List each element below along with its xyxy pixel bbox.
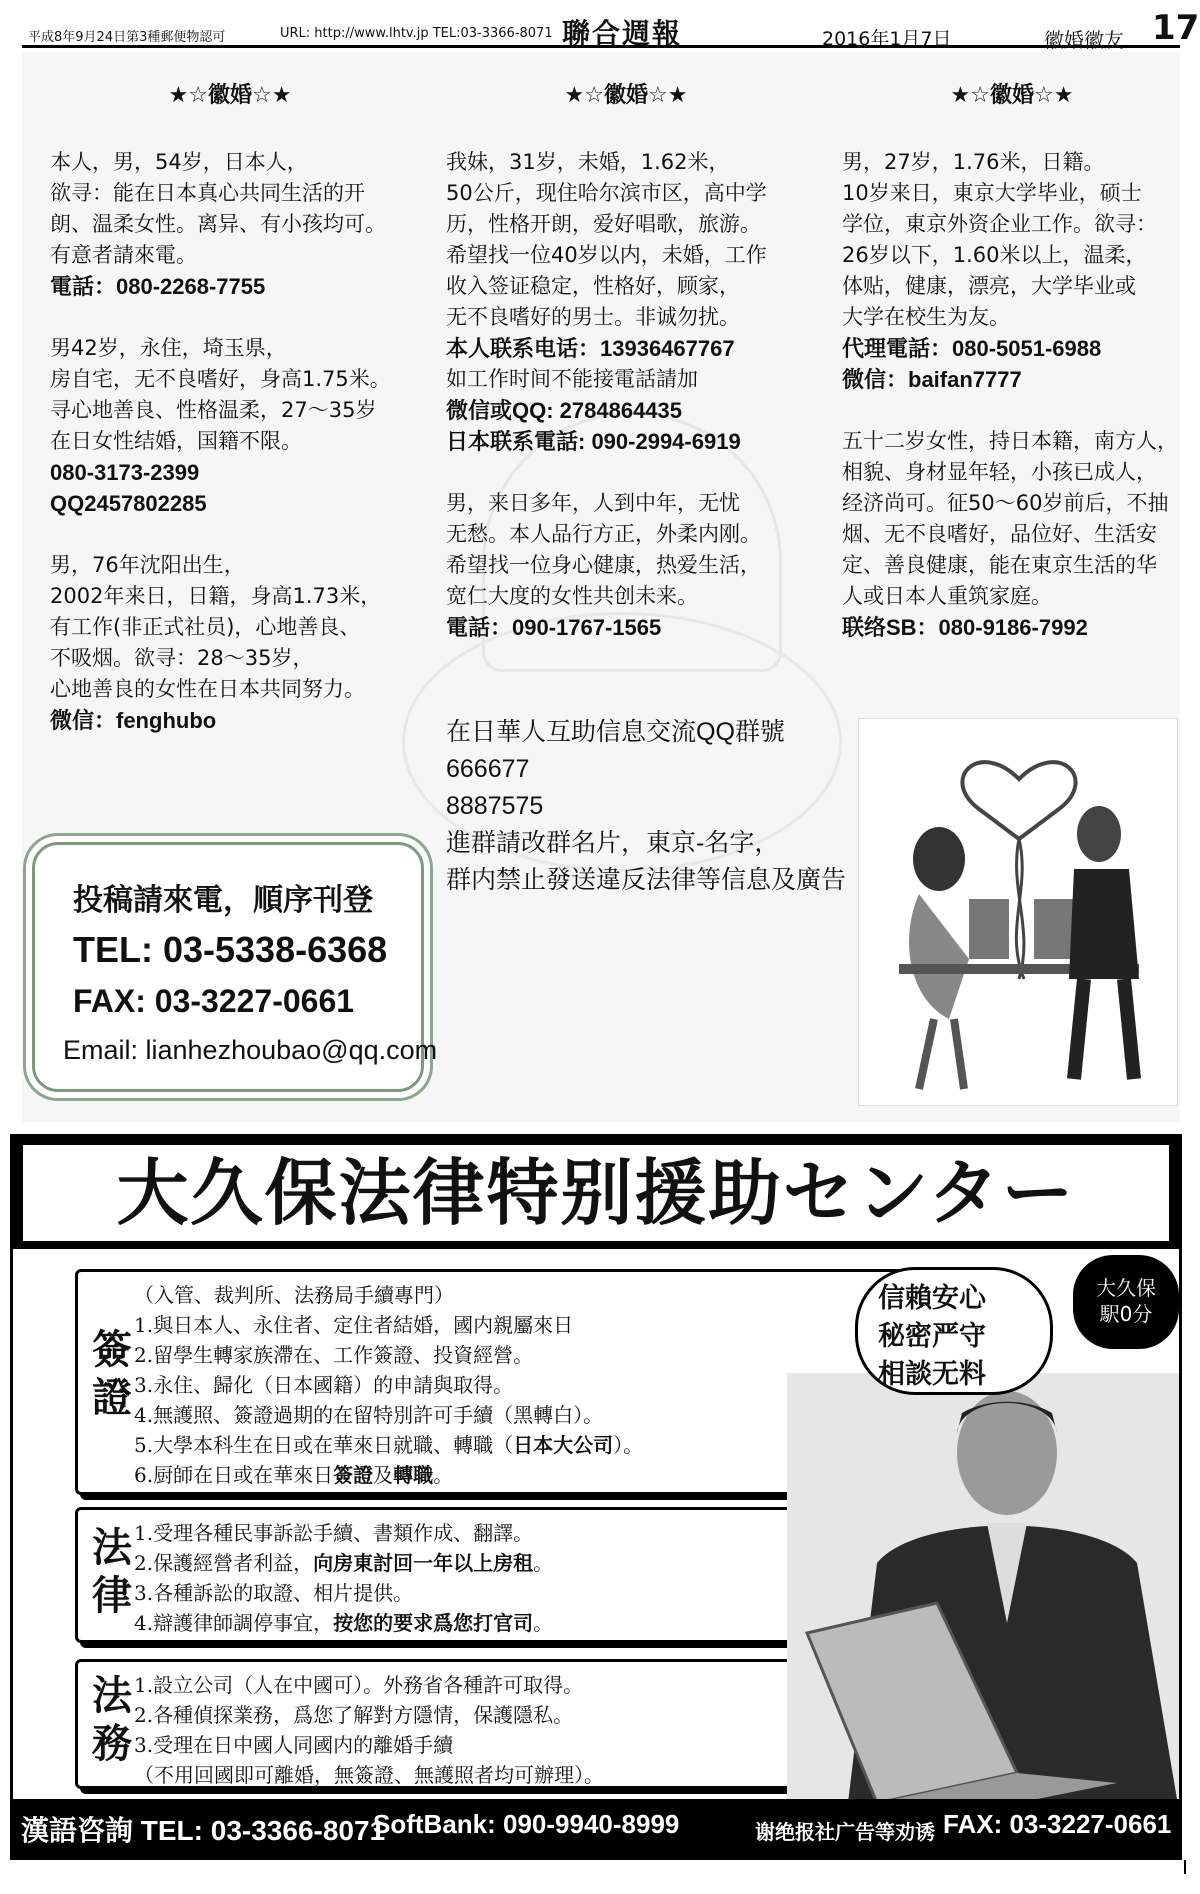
ad-line: 大学在校生为友。 <box>842 305 1010 329</box>
station-name: 大久保 <box>1096 1276 1156 1300</box>
panel-label: 法律 <box>92 1524 132 1619</box>
column-heading: ★☆徽婚☆★ <box>950 83 1074 108</box>
contact-email: Email: lianhezhoubao@qq.com <box>63 1035 438 1065</box>
personals-column-3 <box>842 80 1180 674</box>
ad-line: 朗、温柔女性。离异、有小孩均可。 <box>50 212 386 236</box>
ad-line: 26岁以下，1.60米以上，温柔， <box>842 243 1147 267</box>
personal-ad <box>446 147 806 457</box>
ad-line: 10岁来日，東京大学毕业，硕士 <box>842 181 1142 205</box>
personals-section <box>22 52 1180 1122</box>
ad-line: 五十二岁女性，持日本籍，南方人， <box>842 429 1178 453</box>
column-heading: ★☆徽婚☆★ <box>168 83 292 108</box>
ad-wechat: 微信：fenghubo <box>50 708 217 733</box>
ad-phone: 本人联系电话：13936467767 <box>446 336 735 361</box>
submission-contact-box <box>32 842 438 1092</box>
personal-ad <box>50 333 410 519</box>
qq-group-number: 666677 <box>446 755 530 783</box>
personals-column-1 <box>50 80 410 767</box>
softbank-tel: SoftBank: 090-9940-8999 <box>373 1809 680 1839</box>
ad-line: 房自宅，无不良嗜好，身高1.75米。 <box>50 367 391 391</box>
ad-banner-title: 大久保法律特别援助センター <box>23 1145 1169 1241</box>
legal-center-advertisement <box>10 1134 1182 1860</box>
service-text: 5.大學本科生在日或在華來日就職、轉職（ <box>134 1433 514 1457</box>
service-line: 1.受理各種民事訴訟手續、書類作成、翻譯。 <box>134 1521 534 1545</box>
ad-line: 学位，東京外资企业工作。欲寻： <box>842 212 1157 236</box>
personal-ad <box>50 147 410 302</box>
slogan-line: 秘密严守 <box>878 1321 986 1352</box>
service-line: 3.各種訴訟的取證、相片提供。 <box>134 1581 414 1605</box>
station-distance: 駅0分 <box>1099 1302 1153 1326</box>
ad-line: 50公斤，现住哈尔滨市区，高中学 <box>446 181 767 205</box>
no-solicitation-notice: 谢绝报社广告等劝诱 <box>755 1822 935 1844</box>
ad-line: 希望找一位40岁以内，未婚，工作 <box>446 243 767 267</box>
ad-line: 无愁。本人品行方正，外柔内刚。 <box>446 522 761 546</box>
service-line: 4.無護照、簽證過期的在留特別許可手續（黑轉白）。 <box>134 1403 604 1427</box>
ad-phone: 080-3173-2399 <box>50 460 200 485</box>
affairs-service-list <box>134 1670 604 1790</box>
service-highlight: 轉職 <box>393 1463 434 1487</box>
section-name: 徽婚徽友 <box>1044 28 1124 52</box>
service-line: （入管、裁判所、法務局手續專門） <box>134 1283 454 1307</box>
ad-line: 有工作(非正式社员)，心地善良、 <box>50 615 361 639</box>
personal-ad <box>446 488 806 643</box>
service-text: 4.辯護律師調停事宜， <box>134 1611 334 1635</box>
service-line: 2.留學生轉家族滯在、工作簽證、投資經營。 <box>134 1343 534 1367</box>
service-highlight: 日本大公司 <box>513 1433 614 1457</box>
service-line: 1.與日本人、永住者、定住者結婚，國内親屬來日 <box>134 1313 574 1337</box>
qq-group-notice <box>446 714 846 899</box>
couple-illustration <box>858 718 1178 1106</box>
service-line: （不用回國即可離婚，無簽證、無護照者均可辦理）。 <box>134 1763 604 1787</box>
panel-label: 法務 <box>92 1672 132 1767</box>
service-text: 。 <box>433 1463 454 1487</box>
station-badge <box>1073 1255 1179 1349</box>
ad-line: 定、善良健康，能在東京生活的华 <box>842 553 1157 577</box>
personals-column-2 <box>446 80 806 674</box>
qq-group-rule: 群内禁止發送違反法律等信息及廣告 <box>446 866 847 894</box>
postal-permit: 平成8年9月24日第3種郵便物認可 <box>28 30 226 45</box>
service-highlight: 簽證 <box>333 1463 374 1487</box>
qq-group-number: 8887575 <box>446 792 544 820</box>
ad-line: 在日女性结婚，国籍不限。 <box>50 429 302 453</box>
ad-footer-contacts <box>13 1799 1179 1857</box>
ad-phone: 代理電話：080-5051-6988 <box>842 336 1102 361</box>
ad-line: 人或日本人重筑家庭。 <box>842 584 1052 608</box>
header-url-tel: URL: http://www.lhtv.jp TEL:03-3366-8071 <box>280 26 553 41</box>
service-line: 2.各種偵探業務，爲您了解對方隱情，保護隱私。 <box>134 1703 574 1727</box>
ad-line: 宽仁大度的女性共创未来。 <box>446 584 698 608</box>
ad-line: 经济尚可。征50～60岁前后，不抽 <box>842 491 1169 515</box>
slogan-line: 相談无料 <box>878 1359 986 1390</box>
ad-banner <box>13 1137 1179 1249</box>
newspaper-brand: 聯合週報 <box>562 17 683 50</box>
panel-label: 簽證 <box>92 1326 132 1421</box>
ad-line: 如工作时间不能接電話請加 <box>446 367 698 391</box>
ad-line: 无不良嗜好的男士。非诚勿扰。 <box>446 305 740 329</box>
ad-qq: 微信或QQ: 2784864435 <box>446 398 683 423</box>
service-text: 。 <box>533 1611 554 1635</box>
trust-slogan-cloud <box>855 1267 1053 1395</box>
chinese-consult-tel: 漢語咨詢 TEL: 03-3366-8071 <box>21 1815 386 1846</box>
ad-line: 希望找一位身心健康，热爱生活， <box>446 553 761 577</box>
ad-phone: 联络SB：080-9186-7992 <box>842 615 1088 640</box>
ad-line: 本人，男，54岁，日本人， <box>50 150 308 174</box>
footer-fax: FAX: 03-3227-0661 <box>943 1809 1172 1839</box>
ad-line: 男，76年沈阳出生， <box>50 553 245 577</box>
ad-wechat: 微信：baifan7777 <box>842 367 1022 392</box>
businessman-laptop-photo <box>787 1373 1179 1811</box>
page-edge-mark <box>1184 1860 1186 1874</box>
ad-line: 我妹，31岁，未婚，1.62米， <box>446 150 730 174</box>
service-line <box>134 1608 553 1638</box>
service-highlight: 按您的要求爲您打官司 <box>333 1611 534 1635</box>
slogan-line: 信賴安心 <box>878 1283 986 1314</box>
service-line <box>134 1548 553 1578</box>
ad-line: 寻心地善良、性格温柔，27～35岁 <box>50 398 377 422</box>
service-line <box>134 1460 643 1490</box>
ad-line: 有意者請來電。 <box>50 243 197 267</box>
issue-date: 2016年1月7日 <box>822 28 952 50</box>
ad-phone: 日本联系電話: 090-2994-6919 <box>446 429 741 454</box>
personal-ad <box>842 147 1180 395</box>
ad-qq: QQ2457802285 <box>50 491 207 516</box>
service-text: 。 <box>533 1551 554 1575</box>
ad-line: 收入签证稳定，性格好，顾家， <box>446 274 740 298</box>
ad-phone: 電話：080-2268-7755 <box>50 274 266 299</box>
ad-line: 男，27岁，1.76米，日籍。 <box>842 150 1105 174</box>
service-highlight: 向房東討回一年以上房租 <box>313 1551 534 1575</box>
page-header <box>22 8 1200 52</box>
service-line: 3.受理在日中國人同國内的離婚手續 <box>134 1733 454 1757</box>
page-number: 17 <box>1152 8 1200 48</box>
visa-service-list <box>134 1280 643 1490</box>
service-text: 及 <box>373 1463 394 1487</box>
contact-tel: TEL: 03-5338-6368 <box>73 929 388 970</box>
contact-fax: FAX: 03-3227-0661 <box>73 983 355 1019</box>
qq-group-rule: 進群請改群名片，東京-名字， <box>446 829 780 857</box>
service-line: 3.永住、歸化（日本國籍）的申請與取得。 <box>134 1373 514 1397</box>
ad-line: 男42岁，永住，埼玉県， <box>50 336 287 360</box>
contact-title: 投稿請來電，順序刊登 <box>73 883 373 918</box>
law-service-list <box>134 1518 553 1638</box>
qq-group-title: 在日華人互助信息交流QQ群號 <box>446 718 785 746</box>
ad-line: 欲寻：能在日本真心共同生活的开 <box>50 181 365 205</box>
service-line <box>134 1430 643 1460</box>
ad-line: 相貌、身材显年轻，小孩已成人， <box>842 460 1157 484</box>
ad-line: 烟、无不良嗜好，品位好、生活安 <box>842 522 1157 546</box>
personal-ad <box>50 550 410 736</box>
personal-ad <box>842 426 1180 643</box>
ad-line: 心地善良的女性在日本共同努力。 <box>50 677 365 701</box>
ad-line: 体贴，健康，漂亮，大学毕业或 <box>842 274 1136 298</box>
service-text: 2.保護經營者利益， <box>134 1551 314 1575</box>
ad-line: 男，来日多年，人到中年，无忧 <box>446 491 740 515</box>
service-line: 1.設立公司（人在中國可）。外務省各種許可取得。 <box>134 1673 584 1697</box>
column-heading: ★☆徽婚☆★ <box>564 83 688 108</box>
service-text: 6.厨師在日或在華來日 <box>134 1463 334 1487</box>
ad-line: 历，性格开朗，爱好唱歌，旅游。 <box>446 212 761 236</box>
service-text: ）。 <box>613 1433 644 1457</box>
ad-line: 不吸烟。欲寻：28～35岁， <box>50 646 314 670</box>
ad-phone: 電話：090-1767-1565 <box>446 615 662 640</box>
ad-line: 2002年来日，日籍，身高1.73米， <box>50 584 382 608</box>
